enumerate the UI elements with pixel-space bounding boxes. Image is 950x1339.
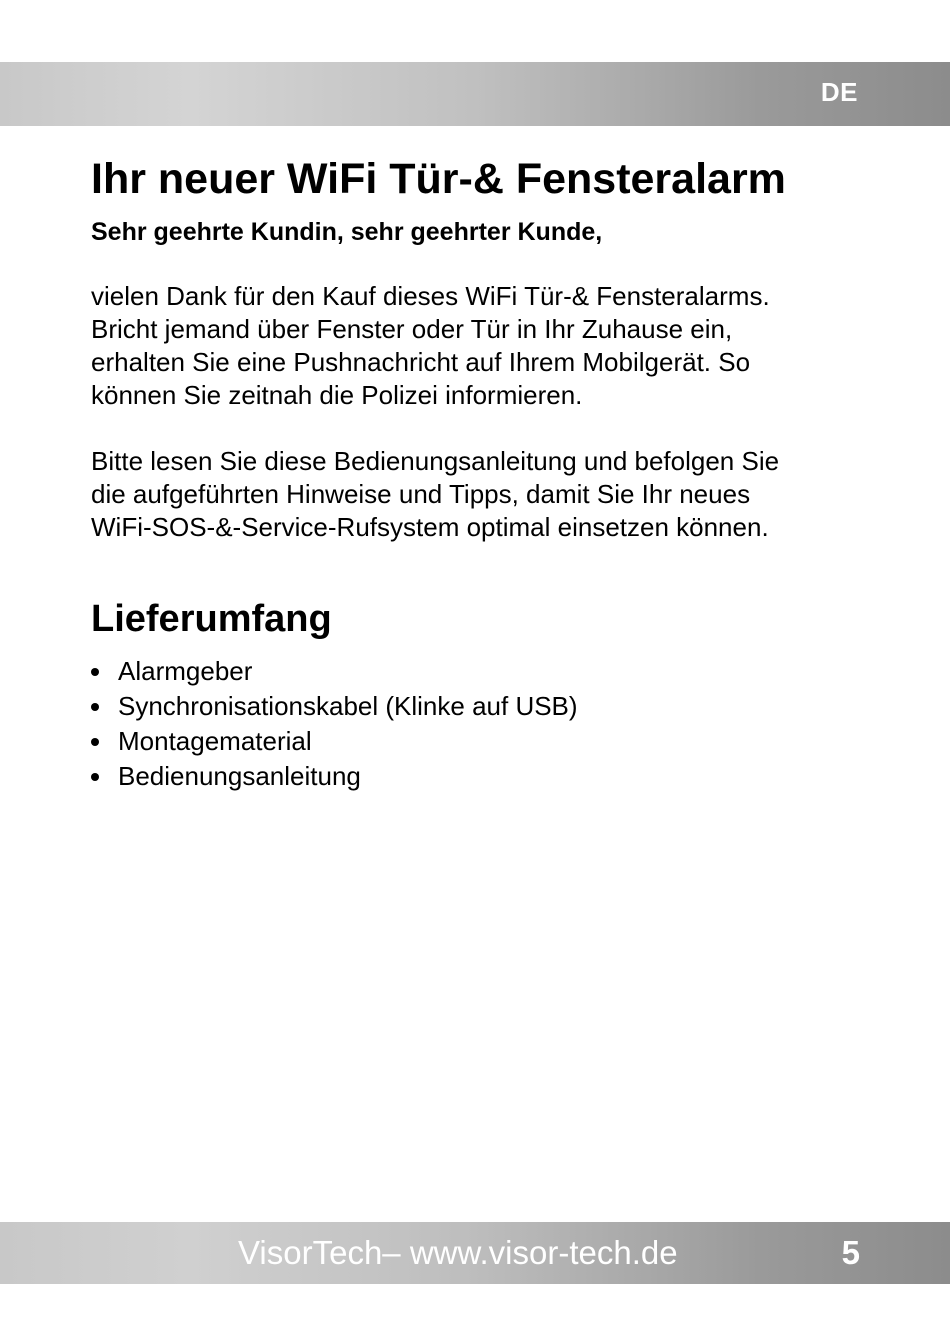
intro-paragraph xyxy=(91,280,881,412)
language-label: DE xyxy=(820,77,858,107)
bullet-icon xyxy=(91,773,99,781)
header-bar xyxy=(0,62,950,126)
instructions-line: die aufgeführten Hinweise und Tipps, damit Sie Ihr neues xyxy=(91,479,751,509)
list-item xyxy=(91,759,881,794)
list-item xyxy=(91,689,881,724)
list-item-label: Montagematerial xyxy=(118,726,312,756)
intro-line: Bricht jemand über Fenster oder Tür in Ihr Zuhause ein, xyxy=(91,314,733,344)
list-item xyxy=(91,654,881,689)
list-item-label: Synchronisationskabel (Klinke auf USB) xyxy=(118,691,578,721)
bullet-icon xyxy=(91,668,99,676)
page-title: Ihr neuer WiFi Tür-& Fensteralarm xyxy=(91,155,786,203)
instructions-line: WiFi-SOS-&-Service-Rufsystem optimal einsetzen können. xyxy=(91,512,769,542)
bullet-icon xyxy=(91,703,99,711)
section-title-lieferumfang: Lieferumfang xyxy=(91,598,332,640)
contents-list xyxy=(91,654,881,794)
bullet-icon xyxy=(91,738,99,746)
page-content xyxy=(91,152,881,794)
list-item-label: Bedienungsanleitung xyxy=(118,761,361,791)
list-item xyxy=(91,724,881,759)
salutation: Sehr geehrte Kundin, sehr geehrter Kunde, xyxy=(91,218,603,246)
footer-bar xyxy=(0,1222,950,1284)
instructions-paragraph xyxy=(91,445,881,544)
footer-website-text: VisorTech– www.visor-tech.de xyxy=(238,1234,678,1271)
page-number: 5 xyxy=(841,1234,860,1271)
instructions-line: Bitte lesen Sie diese Bedienungsanleitung und befolgen Sie xyxy=(91,446,780,476)
intro-line: erhalten Sie eine Pushnachricht auf Ihrem Mobilgerät. So xyxy=(91,347,751,377)
intro-line: vielen Dank für den Kauf dieses WiFi Tür-& Fensteralarms. xyxy=(91,281,770,311)
list-item-label: Alarmgeber xyxy=(118,656,253,686)
intro-line: können Sie zeitnah die Polizei informieren. xyxy=(91,380,583,410)
